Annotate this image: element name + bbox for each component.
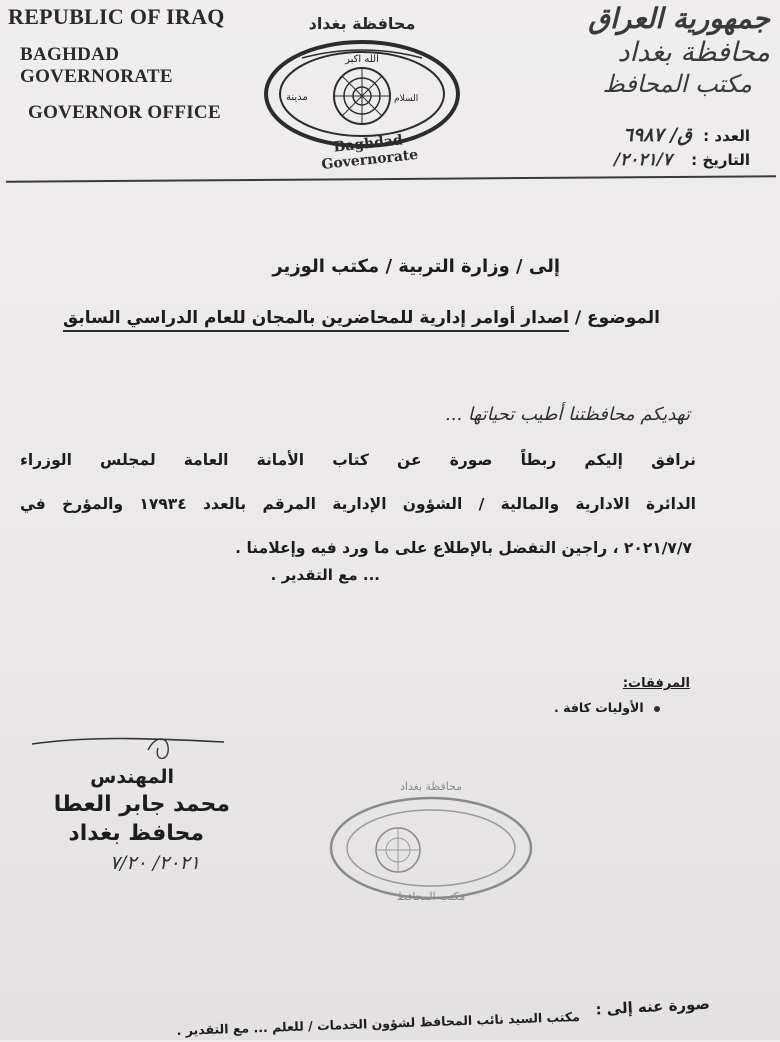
greeting: تهديكم محافظتنا أطيب تحياتها ...: [445, 404, 690, 425]
logo-bottom-text: Baghdad Governorate: [320, 132, 419, 173]
body-paragraph: [20, 438, 696, 570]
signature-block: [20, 766, 230, 874]
stamp-top-text: محافظة بغداد: [399, 780, 463, 793]
attachment-item-1: الأوليات كافة .: [554, 700, 644, 715]
stamp-bottom-text: مكتب المحافظ: [396, 890, 466, 903]
paragraph-line-2: الدائرة الادارية والمالية / الشؤون الإدارية المرقم بالعدد ١٧٩٣٤ والمؤرخ في: [20, 495, 696, 513]
date-label: التاريخ :: [691, 151, 750, 169]
stamp-emblem-icon: [326, 778, 536, 908]
reference-number: [450, 124, 750, 146]
attachments-label: المرفقات:: [622, 676, 690, 691]
header-english: [8, 4, 248, 124]
header-arabic: [520, 2, 770, 98]
governorate-logo: [262, 14, 462, 173]
signature-title: المهندس: [90, 766, 174, 788]
office-stamp: [326, 778, 536, 908]
subject-text: اصدار أوامر إدارية للمحاضرين بالمجان للعام الدراسي السابق: [63, 308, 569, 332]
header-ar-line-2: محافظة بغداد: [617, 37, 770, 68]
subject-line: [40, 308, 660, 328]
header-en-line-3: GOVERNOR OFFICE: [28, 102, 221, 123]
number-label: العدد :: [703, 127, 750, 145]
number-value: ق/ ٦٩٨٧: [622, 124, 692, 146]
attachments-item: [460, 700, 660, 715]
paragraph-line-3: ٢٠٢١/٧/٧ ، راجين التفضل بالإطلاع على ما ورد فيه وإعلامنا .: [235, 539, 692, 557]
date-value: ٢٠٢١/٧/: [613, 150, 672, 170]
logo-inner-right: السلام: [394, 94, 419, 104]
logo-inner-left: مدينة: [286, 92, 308, 103]
copy-to-label: صورة عنه إلى :: [595, 994, 711, 1019]
subject-label: الموضوع /: [574, 308, 660, 328]
header-ar-line-1: جمهورية العراق: [588, 2, 770, 35]
signature-date: ٢٠٢١/ ٧/٢٠: [109, 852, 200, 874]
header-ar-line-3: مكتب المحافظ: [602, 70, 752, 98]
paragraph-line-1: نرافق إليكم ربطاً صورة عن كتاب الأمانة العامة لمجلس الوزراء: [20, 451, 696, 469]
signature-name: محمد جابر العطا: [53, 792, 230, 817]
signature-position: محافظ بغداد: [68, 821, 204, 846]
bullet-icon: [654, 706, 660, 712]
to-line: إلى / وزارة التربية / مكتب الوزير: [272, 256, 560, 277]
closing: ... مع التقدير .: [270, 566, 380, 584]
header-en-line-1: REPUBLIC OF IRAQ: [8, 4, 225, 29]
reference-date: [450, 150, 750, 170]
copy-to-line: مكتب السيد نائب المحافظ لشؤون الخدمات / للعلم ... مع التقدير .: [176, 1008, 581, 1039]
signature-scribble-icon: [28, 728, 228, 768]
header-en-line-2: BAGHDAD GOVERNORATE: [20, 44, 173, 87]
header-divider: [6, 175, 776, 182]
logo-inner-top: الله اكبر: [345, 54, 379, 65]
logo-top-text: محافظة بغداد: [308, 14, 416, 33]
